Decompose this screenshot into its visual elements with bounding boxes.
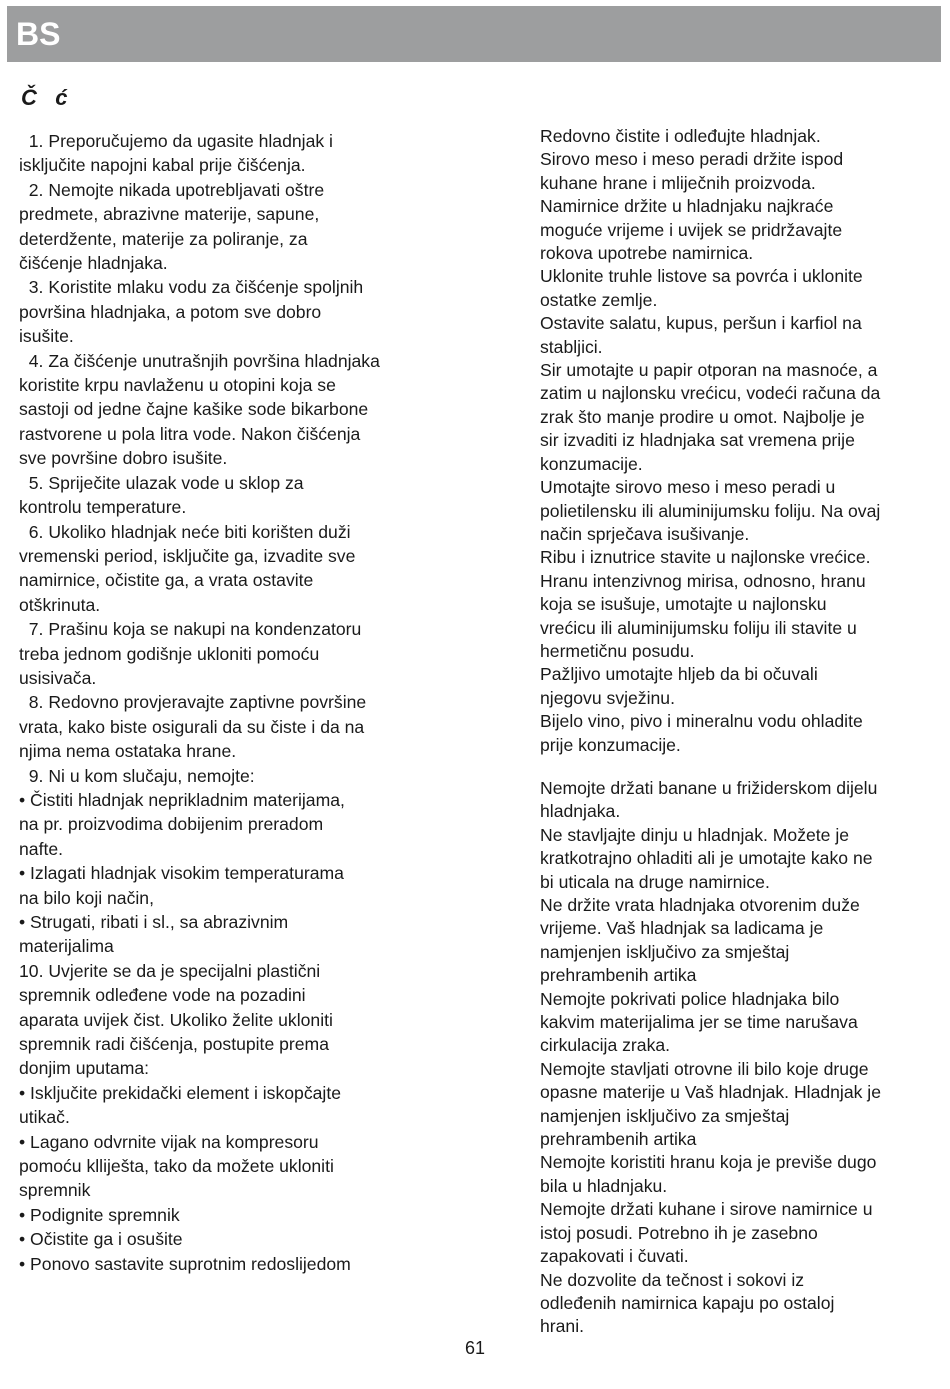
text-line: utikač. [19, 1107, 70, 1128]
text-line: hladnjaka. [540, 801, 621, 822]
text-line: hermetičnu posudu. [540, 640, 695, 661]
text-line: Namirnice držite u hladnjaku najkraće [540, 196, 834, 217]
text-line: njima nema ostataka hrane. [19, 741, 237, 762]
text-line: polietilensku ili aluminijumsku foliju. Na ovaj [540, 500, 881, 521]
text-line: na pr. proizvodima dobijenim preradom [19, 814, 324, 835]
text-line: 1. Preporučujemo da ugasite hladnjak i [19, 131, 333, 151]
text-line: koja se isušuje, umotajte u najlonsku [540, 594, 827, 615]
text-line: zapakovati i čuvati. [540, 1246, 689, 1267]
text-line: Ne stavljajte dinju u hladnjak. Možete je [540, 824, 850, 845]
text-line: ostatke zemlje. [540, 289, 658, 310]
text-line: Sir umotajte u papir otporan na masnoće, a [540, 360, 878, 381]
page-number: 61 [464, 1338, 486, 1358]
text-line: predmete, abrazivne materije, sapune, [19, 204, 320, 225]
text-line: zrak što manje prodire u omot. Najbolje je [540, 406, 865, 427]
text-line: sastoji od jedne čajne kašike sode bikarbone [19, 399, 369, 420]
text-line: konzumacije. [540, 453, 643, 474]
text-line: Nemojte pokrivati police hladnjaka bilo [540, 988, 840, 1009]
text-line: površina hladnjaka, a potom sve dobro [19, 301, 322, 322]
text-line: Nemojte držati kuhane i sirove namirnice u [540, 1199, 873, 1220]
text-line: zatim u najlonsku vrećicu, vodeći računa da [540, 383, 881, 404]
text-line: kratkotrajno ohladiti ali je umotajte kako ne [540, 848, 873, 869]
text-line: • Strugati, ribati i sl., sa abrazivnim [19, 912, 289, 932]
text-line: bi uticala na druge namirnice. [540, 871, 770, 892]
text-line: moguće vrijeme i uvijek se pridržavajte [540, 219, 843, 240]
text-line: • Lagano odvrnite vijak na kompresoru [19, 1131, 319, 1152]
text-line: Nemojte držati banane u frižiderskom dijelu [540, 777, 878, 798]
text-line: prehrambenih artika [540, 965, 697, 986]
text-line: 2. Nemojte nikada upotrebljavati oštre [19, 179, 325, 200]
text-line: • Čistiti hladnjak neprikladnim materijama, [19, 789, 345, 810]
text-line: kontrolu temperature. [19, 497, 187, 518]
text-line: rokova upotrebe namirnica. [540, 243, 754, 264]
text-line: 3. Koristite mlaku vodu za čišćenje spoljnih [19, 277, 364, 298]
text-line: istoj posudi. Potrebno ih je zasebno [540, 1222, 818, 1243]
text-line: sve površine dobro isušite. [19, 448, 228, 469]
text-line: materijalima [19, 936, 114, 957]
text-line: 5. Spriječite ulazak vode u sklop za [19, 472, 304, 493]
text-line: njegovu svježinu. [540, 687, 675, 708]
text-line: deterdžente, materije za poliranje, za [19, 228, 308, 249]
text-line: Hranu intenzivnog mirisa, odnosno, hranu [540, 570, 866, 591]
text-line: vrijeme. Vaš hladnjak sa ladicama je [540, 918, 824, 939]
text-line: namjenjen isključivo za smještaj [540, 941, 790, 962]
text-line: aparata uvijek čist. Ukoliko želite ukloniti [19, 1009, 333, 1030]
text-line: nafte. [19, 838, 64, 859]
text-line: opasne materije u Vaš hladnjak. Hladnjak je [540, 1082, 881, 1103]
text-line: isključite napojni kabal prije čišćenja. [19, 155, 306, 176]
text-line: 8. Redovno provjeravajte zaptivne površine [19, 692, 367, 713]
text-line: otškrinuta. [19, 594, 101, 615]
text-line: cirkulacija zraka. [540, 1035, 671, 1056]
text-line: Redovno čistite i odleđujte hladnjak. [540, 126, 821, 146]
text-line: kuhane hrane i mliječnih proizvoda. [540, 172, 816, 193]
text-line: Ne dozvolite da tečnost i sokovi iz [540, 1269, 805, 1290]
text-line: Ribu i iznutrice stavite u najlonske vrećice. [540, 547, 871, 568]
text-line: Ne držite vrata hladnjaka otvorenim duže [540, 895, 860, 915]
text-line: 7. Prašinu koja se nakupi na kondenzatoru [19, 619, 362, 640]
text-line: spremnik [19, 1180, 91, 1201]
cleaning-instructions-column [19, 129, 449, 1276]
text-line: način sprječava isušivanje. [540, 523, 750, 544]
text-line: Umotajte sirovo meso i meso peradi u [540, 477, 836, 498]
text-line: spremnik odleđene vode na pozadini [19, 985, 306, 1006]
text-line: Uklonite truhle listove sa povrća i uklonite [540, 266, 863, 287]
text-line: 6. Ukoliko hladnjak neće biti korišten duži [19, 521, 351, 542]
text-line: donjim uputama: [19, 1058, 150, 1079]
text-line: Sirovo meso i meso peradi držite ispod [540, 149, 844, 170]
text-line: isušite. [19, 326, 74, 347]
text-line: • Očistite ga i osušite [19, 1229, 183, 1250]
text-line: kakvim materijalima jer se time narušava [540, 1012, 858, 1033]
text-line: vrata, kako biste osigurali da su čiste i da na [19, 716, 365, 737]
text-line: rastvorene u pola litra vode. Nakon čišćenja [19, 423, 361, 444]
text-line: vremenski period, isključite ga, izvadite sve [19, 545, 356, 566]
text-line: • Ponovo sastavite suprotnim redoslijedom [19, 1253, 351, 1274]
text-line: Nemojte stavljati otrovne ili bilo koje druge [540, 1058, 869, 1079]
text-line: odleđenih namirnica kapaju po ostaloj [540, 1292, 835, 1313]
text-line: Bijelo vino, pivo i mineralnu vodu ohladite [540, 711, 863, 732]
text-line: namjenjen isključivo za smještaj [540, 1105, 790, 1126]
text-line: koristite krpu navlaženu u otopini koja se [19, 375, 336, 396]
text-line: vrećicu ili aluminijumsku foliju ili stavite u [540, 617, 857, 638]
text-line: prije konzumacije. [540, 734, 681, 755]
text-line: hrani. [540, 1316, 585, 1337]
text-line: čišćenje hladnjaka. [19, 253, 168, 274]
text-line: bila u hladnjaku. [540, 1175, 668, 1196]
language-code: BS [16, 16, 61, 52]
language-header-bar [7, 6, 941, 62]
text-line: spremnik radi čišćenja, postupite prema [19, 1034, 329, 1055]
text-line: namirnice, očistite ga, a vrata ostavite [19, 570, 314, 591]
text-line: 10. Uvjerite se da je specijalni plastični [19, 960, 321, 981]
paragraph-spacer [540, 757, 940, 777]
text-line: Pažljivo umotajte hljeb da bi očuvali [540, 664, 818, 685]
food-storage-tips-column [540, 125, 940, 1339]
text-line: 9. Ni u kom slučaju, nemojte: [19, 765, 255, 786]
section-title: Č ć [21, 85, 68, 110]
text-line: • Isključite prekidački element i iskopčajte [19, 1082, 342, 1103]
text-line: stabljici. [540, 336, 603, 357]
text-line: sir izvaditi iz hladnjaka sat vremena prije [540, 430, 855, 451]
text-line: Nemojte koristiti hranu koja je previše dugo [540, 1152, 877, 1173]
text-line: • Podignite spremnik [19, 1204, 180, 1225]
text-line: treba jednom godišnje ukloniti pomoću [19, 643, 320, 664]
text-line: usisivača. [19, 667, 97, 688]
text-line: pomoću klliješta, tako da možete ukloniti [19, 1156, 334, 1177]
text-line: • Izlagati hladnjak visokim temperaturama [19, 863, 344, 884]
text-line: Ostavite salatu, kupus, peršun i karfiol na [540, 313, 862, 334]
text-line: prehrambenih artika [540, 1129, 697, 1150]
text-line: 4. Za čišćenje unutrašnjih površina hladnjaka [19, 350, 380, 371]
text-line: na bilo koji način, [19, 887, 154, 908]
